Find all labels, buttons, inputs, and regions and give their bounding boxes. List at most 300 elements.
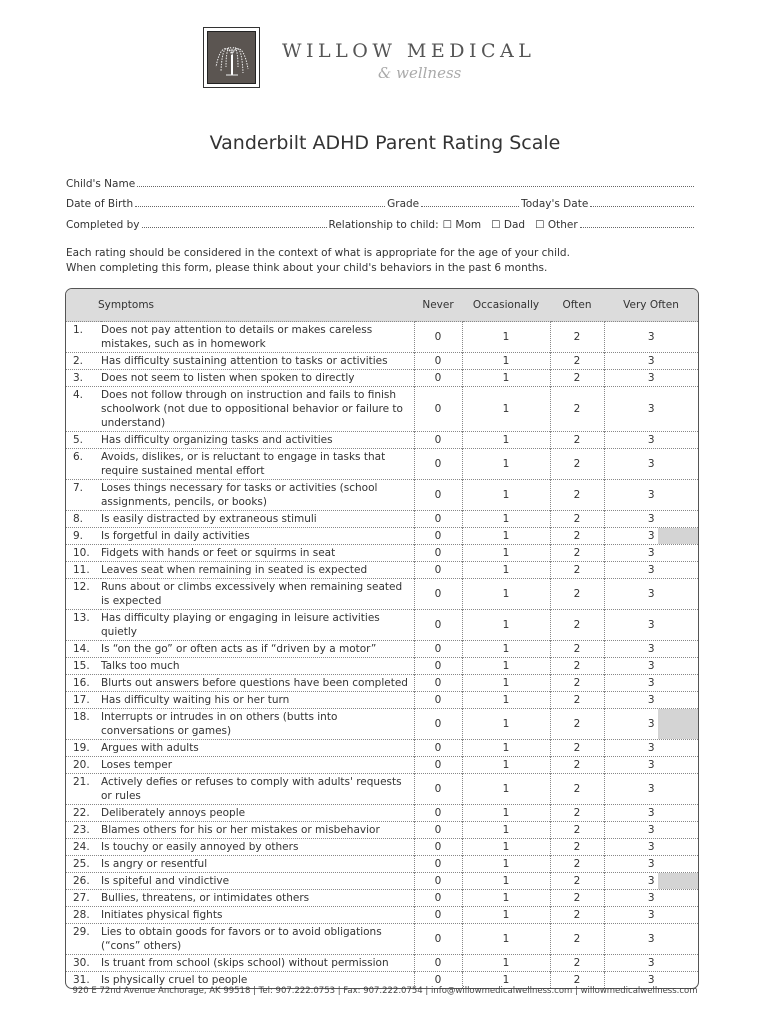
mom-checkbox[interactable]: ☐ Mom — [442, 219, 482, 231]
rating-value: 2 — [573, 489, 581, 501]
rating-occasionally-option[interactable] — [462, 955, 550, 972]
symptom-number: 26. — [66, 873, 101, 890]
rating-very-often-option[interactable] — [604, 692, 698, 709]
rating-value: 3 — [647, 694, 655, 706]
dob-row — [66, 198, 696, 210]
rating-value: 1 — [502, 974, 510, 986]
symptom-text: Loses things necessary for tasks or activities (school assignments, pencils, or books) — [101, 480, 414, 511]
rating-occasionally-option[interactable] — [462, 610, 550, 641]
rating-value: 3 — [647, 783, 655, 795]
rating-often-option[interactable] — [550, 353, 604, 370]
completed-by-line[interactable] — [142, 219, 327, 228]
rating-occasionally-option[interactable] — [462, 774, 550, 805]
footer-contact: 920 E 72nd Avenue Anchorage, AK 99518 | Tel: 907.222.0753 | Fax: 907.222.0754 | info@willowmedicalwellness.com | willowmedicalwellness.com — [72, 986, 698, 996]
symptom-text: Lies to obtain goods for favors or to avoid obligations (“cons” others) — [101, 924, 414, 955]
rating-value: 0 — [434, 742, 442, 754]
rating-never-option[interactable] — [414, 839, 462, 856]
symptom-number: 13. — [66, 610, 101, 641]
rating-value: 2 — [573, 718, 581, 730]
table-row — [66, 387, 698, 432]
symptom-text: Blames others for his or her mistakes or misbehavior — [101, 822, 414, 839]
rating-occasionally-option[interactable] — [462, 480, 550, 511]
rating-never-option[interactable] — [414, 924, 462, 955]
highlight-box — [658, 528, 698, 544]
other-label: Other — [547, 219, 578, 231]
rating-value: 3 — [647, 742, 655, 754]
rating-value: 0 — [434, 677, 442, 689]
table-row — [66, 873, 698, 890]
table-row — [66, 924, 698, 955]
other-checkbox[interactable]: ☐ Other — [535, 219, 578, 231]
symptom-number: 14. — [66, 641, 101, 658]
rating-value: 3 — [647, 643, 655, 655]
rating-very-often-option[interactable] — [604, 709, 698, 740]
rating-occasionally-option[interactable] — [462, 370, 550, 387]
rating-value: 2 — [573, 892, 581, 904]
rating-value: 2 — [573, 434, 581, 446]
rating-never-option[interactable] — [414, 658, 462, 675]
rating-very-often-option[interactable] — [604, 432, 698, 449]
rating-value: 3 — [647, 619, 655, 631]
rating-very-often-option[interactable] — [604, 955, 698, 972]
grade-label: Grade — [387, 198, 420, 210]
table-row — [66, 822, 698, 839]
rating-value: 2 — [573, 694, 581, 706]
rating-often-option[interactable] — [550, 873, 604, 890]
completed-by-row — [66, 219, 696, 231]
symptom-number: 28. — [66, 907, 101, 924]
symptom-text: Has difficulty playing or engaging in leisure activities quietly — [101, 610, 414, 641]
completed-by-label: Completed by — [66, 219, 140, 231]
rating-never-option[interactable] — [414, 322, 462, 353]
table-header — [66, 289, 698, 322]
rating-never-option[interactable] — [414, 579, 462, 610]
rating-occasionally-option[interactable] — [462, 545, 550, 562]
header-occasionally: Occasionally — [462, 289, 550, 322]
rating-very-often-option[interactable] — [604, 528, 698, 545]
rating-value: 0 — [434, 807, 442, 819]
header-often: Often — [550, 289, 604, 322]
table-row — [66, 658, 698, 675]
symptom-number: 5. — [66, 432, 101, 449]
table-row — [66, 432, 698, 449]
rating-value: 3 — [647, 530, 655, 542]
rating-often-option[interactable] — [550, 709, 604, 740]
rating-value: 3 — [647, 677, 655, 689]
symptom-number: 6. — [66, 449, 101, 480]
symptom-text: Has difficulty organizing tasks and activities — [101, 432, 414, 449]
rating-value: 0 — [434, 892, 442, 904]
table-row — [66, 353, 698, 370]
rating-very-often-option[interactable] — [604, 545, 698, 562]
rating-never-option[interactable] — [414, 709, 462, 740]
rating-value: 1 — [502, 458, 510, 470]
rating-very-often-option[interactable] — [604, 890, 698, 907]
rating-value: 2 — [573, 403, 581, 415]
rating-very-often-option[interactable] — [604, 757, 698, 774]
rating-value: 2 — [573, 619, 581, 631]
symptom-text: Argues with adults — [101, 740, 414, 757]
other-line[interactable] — [580, 219, 694, 228]
table-row — [66, 890, 698, 907]
rating-often-option[interactable] — [550, 387, 604, 432]
rating-never-option[interactable] — [414, 610, 462, 641]
table-row — [66, 579, 698, 610]
rating-value: 1 — [502, 824, 510, 836]
symptom-text: Has difficulty sustaining attention to tasks or activities — [101, 353, 414, 370]
rating-value: 1 — [502, 660, 510, 672]
rating-never-option[interactable] — [414, 545, 462, 562]
symptom-number: 2. — [66, 353, 101, 370]
rating-very-often-option[interactable] — [604, 740, 698, 757]
rating-very-often-option[interactable] — [604, 641, 698, 658]
rating-value: 1 — [502, 513, 510, 525]
rating-value: 2 — [573, 742, 581, 754]
table-row — [66, 641, 698, 658]
rating-value: 1 — [502, 841, 510, 853]
rating-very-often-option[interactable] — [604, 562, 698, 579]
rating-value: 1 — [502, 677, 510, 689]
rating-often-option[interactable] — [550, 511, 604, 528]
dob-label: Date of Birth — [66, 198, 134, 210]
highlight-box — [658, 873, 698, 889]
symptom-text: Initiates physical fights — [101, 907, 414, 924]
rating-value: 0 — [434, 783, 442, 795]
rating-value: 0 — [434, 841, 442, 853]
dad-label: Dad — [503, 219, 526, 231]
symptom-text: Talks too much — [101, 658, 414, 675]
rating-never-option[interactable] — [414, 890, 462, 907]
symptom-number: 9. — [66, 528, 101, 545]
rating-never-option[interactable] — [414, 873, 462, 890]
rating-value: 1 — [502, 858, 510, 870]
rating-occasionally-option[interactable] — [462, 641, 550, 658]
rating-value: 2 — [573, 783, 581, 795]
rating-occasionally-option[interactable] — [462, 805, 550, 822]
rating-value: 0 — [434, 909, 442, 921]
symptom-number: 16. — [66, 675, 101, 692]
rating-occasionally-option[interactable] — [462, 432, 550, 449]
rating-often-option[interactable] — [550, 610, 604, 641]
symptom-text: Is forgetful in daily activities — [101, 528, 414, 545]
rating-often-option[interactable] — [550, 740, 604, 757]
table-row — [66, 757, 698, 774]
rating-occasionally-option[interactable] — [462, 907, 550, 924]
table-row — [66, 907, 698, 924]
rating-occasionally-option[interactable] — [462, 562, 550, 579]
rating-occasionally-option[interactable] — [462, 528, 550, 545]
rating-value: 1 — [502, 355, 510, 367]
symptom-number: 4. — [66, 387, 101, 432]
rating-value: 0 — [434, 759, 442, 771]
rating-never-option[interactable] — [414, 907, 462, 924]
rating-value: 2 — [573, 513, 581, 525]
rating-value: 2 — [573, 933, 581, 945]
rating-often-option[interactable] — [550, 545, 604, 562]
rating-value: 0 — [434, 403, 442, 415]
rating-value: 3 — [647, 355, 655, 367]
rating-occasionally-option[interactable] — [462, 873, 550, 890]
rating-never-option[interactable] — [414, 774, 462, 805]
rating-value: 3 — [647, 403, 655, 415]
rating-value: 0 — [434, 974, 442, 986]
rating-very-often-option[interactable] — [604, 907, 698, 924]
symptom-text: Does not seem to listen when spoken to directly — [101, 370, 414, 387]
rating-value: 2 — [573, 643, 581, 655]
rating-value: 0 — [434, 718, 442, 730]
highlight-box — [658, 709, 698, 739]
dad-checkbox[interactable]: ☐ Dad — [491, 219, 526, 231]
rating-very-often-option[interactable] — [604, 658, 698, 675]
rating-never-option[interactable] — [414, 757, 462, 774]
table-row — [66, 774, 698, 805]
rating-often-option[interactable] — [550, 890, 604, 907]
symptom-text: Is angry or resentful — [101, 856, 414, 873]
rating-occasionally-option[interactable] — [462, 757, 550, 774]
rating-often-option[interactable] — [550, 480, 604, 511]
rating-value: 2 — [573, 588, 581, 600]
rating-value: 0 — [434, 355, 442, 367]
rating-very-often-option[interactable] — [604, 370, 698, 387]
rating-often-option[interactable] — [550, 856, 604, 873]
rating-occasionally-option[interactable] — [462, 924, 550, 955]
mom-label: Mom — [455, 219, 482, 231]
rating-often-option[interactable] — [550, 579, 604, 610]
rating-never-option[interactable] — [414, 955, 462, 972]
rating-often-option[interactable] — [550, 955, 604, 972]
rating-never-option[interactable] — [414, 562, 462, 579]
rating-often-option[interactable] — [550, 822, 604, 839]
rating-value: 3 — [647, 892, 655, 904]
rating-value: 1 — [502, 588, 510, 600]
symptom-number: 20. — [66, 757, 101, 774]
rating-never-option[interactable] — [414, 641, 462, 658]
rating-occasionally-option[interactable] — [462, 658, 550, 675]
symptom-number: 21. — [66, 774, 101, 805]
symptom-text: Runs about or climbs excessively when remaining seated is expected — [101, 579, 414, 610]
table-row — [66, 480, 698, 511]
rating-very-often-option[interactable] — [604, 822, 698, 839]
rating-value: 3 — [647, 434, 655, 446]
rating-value: 2 — [573, 807, 581, 819]
rating-value: 1 — [502, 489, 510, 501]
rating-occasionally-option[interactable] — [462, 709, 550, 740]
rating-value: 0 — [434, 489, 442, 501]
rating-value: 0 — [434, 957, 442, 969]
symptom-text: Is “on the go” or often acts as if “driven by a motor” — [101, 641, 414, 658]
symptom-number: 19. — [66, 740, 101, 757]
rating-often-option[interactable] — [550, 757, 604, 774]
rating-never-option[interactable] — [414, 856, 462, 873]
rating-value: 2 — [573, 875, 581, 887]
rating-value: 3 — [647, 588, 655, 600]
rating-very-often-option[interactable] — [604, 774, 698, 805]
rating-occasionally-option[interactable] — [462, 511, 550, 528]
rating-never-option[interactable] — [414, 675, 462, 692]
rating-often-option[interactable] — [550, 805, 604, 822]
symptom-text: Blurts out answers before questions have been completed — [101, 675, 414, 692]
rating-value: 2 — [573, 331, 581, 343]
rating-occasionally-option[interactable] — [462, 692, 550, 709]
rating-never-option[interactable] — [414, 805, 462, 822]
rating-never-option[interactable] — [414, 370, 462, 387]
rating-value: 2 — [573, 547, 581, 559]
header-symptoms: Symptoms — [66, 289, 414, 322]
rating-often-option[interactable] — [550, 839, 604, 856]
rating-value: 2 — [573, 564, 581, 576]
rating-value: 2 — [573, 759, 581, 771]
rating-value: 3 — [647, 372, 655, 384]
rating-never-option[interactable] — [414, 480, 462, 511]
symptom-text: Is spiteful and vindictive — [101, 873, 414, 890]
page-title: Vanderbilt ADHD Parent Rating Scale — [209, 132, 561, 154]
symptom-number: 15. — [66, 658, 101, 675]
rating-value: 2 — [573, 372, 581, 384]
rating-often-option[interactable] — [550, 924, 604, 955]
table-row — [66, 528, 698, 545]
rating-very-often-option[interactable] — [604, 353, 698, 370]
rating-often-option[interactable] — [550, 658, 604, 675]
rating-never-option[interactable] — [414, 740, 462, 757]
rating-very-often-option[interactable] — [604, 610, 698, 641]
symptom-number: 24. — [66, 839, 101, 856]
rating-occasionally-option[interactable] — [462, 856, 550, 873]
symptom-number: 7. — [66, 480, 101, 511]
rating-value: 0 — [434, 588, 442, 600]
symptom-number: 3. — [66, 370, 101, 387]
rating-never-option[interactable] — [414, 353, 462, 370]
rating-often-option[interactable] — [550, 907, 604, 924]
rating-never-option[interactable] — [414, 432, 462, 449]
rating-occasionally-option[interactable] — [462, 822, 550, 839]
rating-occasionally-option[interactable] — [462, 740, 550, 757]
symptom-text: Does not follow through on instruction and fails to finish schoolwork (not due to oppositional behavior or failure to understand) — [101, 387, 414, 432]
rating-value: 2 — [573, 677, 581, 689]
rating-value: 1 — [502, 807, 510, 819]
rating-value: 1 — [502, 759, 510, 771]
rating-often-option[interactable] — [550, 370, 604, 387]
rating-value: 0 — [434, 858, 442, 870]
child-name-line[interactable] — [137, 178, 694, 187]
rating-never-option[interactable] — [414, 387, 462, 432]
rating-value: 2 — [573, 858, 581, 870]
rating-value: 1 — [502, 783, 510, 795]
rating-value: 3 — [647, 841, 655, 853]
rating-very-often-option[interactable] — [604, 856, 698, 873]
child-name-field[interactable] — [66, 178, 696, 190]
rating-value: 3 — [647, 547, 655, 559]
rating-very-often-option[interactable] — [604, 805, 698, 822]
rating-occasionally-option[interactable] — [462, 387, 550, 432]
rating-never-option[interactable] — [414, 528, 462, 545]
rating-value: 0 — [434, 643, 442, 655]
rating-very-often-option[interactable] — [604, 924, 698, 955]
rating-often-option[interactable] — [550, 774, 604, 805]
grade-line[interactable] — [421, 198, 519, 207]
rating-value: 3 — [647, 564, 655, 576]
symptom-number: 1. — [66, 322, 101, 353]
rating-very-often-option[interactable] — [604, 322, 698, 353]
symptom-number: 30. — [66, 955, 101, 972]
symptom-number: 23. — [66, 822, 101, 839]
today-date-label: Today's Date — [521, 198, 589, 210]
rating-never-option[interactable] — [414, 511, 462, 528]
rating-value: 3 — [647, 513, 655, 525]
rating-often-option[interactable] — [550, 432, 604, 449]
symptom-number: 8. — [66, 511, 101, 528]
rating-occasionally-option[interactable] — [462, 353, 550, 370]
table-row — [66, 955, 698, 972]
rating-value: 1 — [502, 331, 510, 343]
rating-occasionally-option[interactable] — [462, 890, 550, 907]
rating-value: 2 — [573, 660, 581, 672]
rating-value: 1 — [502, 694, 510, 706]
rating-value: 1 — [502, 742, 510, 754]
relationship-label: Relationship to child: — [328, 219, 439, 231]
rating-value: 2 — [573, 355, 581, 367]
rating-value: 0 — [434, 660, 442, 672]
symptom-number: 18. — [66, 709, 101, 740]
rating-very-often-option[interactable] — [604, 480, 698, 511]
rating-occasionally-option[interactable] — [462, 449, 550, 480]
rating-very-often-option[interactable] — [604, 675, 698, 692]
rating-very-often-option[interactable] — [604, 873, 698, 890]
rating-value: 1 — [502, 619, 510, 631]
rating-value: 1 — [502, 957, 510, 969]
rating-very-often-option[interactable] — [604, 839, 698, 856]
rating-occasionally-option[interactable] — [462, 579, 550, 610]
symptom-text: Deliberately annoys people — [101, 805, 414, 822]
symptom-text: Is touchy or easily annoyed by others — [101, 839, 414, 856]
rating-table — [65, 288, 699, 989]
rating-value: 1 — [502, 564, 510, 576]
willow-tree-icon — [207, 31, 256, 84]
rating-value: 0 — [434, 372, 442, 384]
rating-often-option[interactable] — [550, 528, 604, 545]
rating-often-option[interactable] — [550, 562, 604, 579]
rating-never-option[interactable] — [414, 692, 462, 709]
rating-value: 3 — [647, 875, 655, 887]
rating-value: 0 — [434, 933, 442, 945]
rating-often-option[interactable] — [550, 675, 604, 692]
rating-often-option[interactable] — [550, 641, 604, 658]
rating-never-option[interactable] — [414, 822, 462, 839]
rating-very-often-option[interactable] — [604, 449, 698, 480]
rating-very-often-option[interactable] — [604, 387, 698, 432]
rating-often-option[interactable] — [550, 692, 604, 709]
today-date-line[interactable] — [590, 198, 694, 207]
rating-value: 3 — [647, 957, 655, 969]
rating-occasionally-option[interactable] — [462, 675, 550, 692]
table-row — [66, 805, 698, 822]
rating-very-often-option[interactable] — [604, 511, 698, 528]
rating-value: 2 — [573, 458, 581, 470]
rating-value: 3 — [647, 909, 655, 921]
rating-never-option[interactable] — [414, 449, 462, 480]
rating-occasionally-option[interactable] — [462, 322, 550, 353]
rating-value: 0 — [434, 564, 442, 576]
dob-line[interactable] — [135, 198, 385, 207]
rating-occasionally-option[interactable] — [462, 839, 550, 856]
rating-often-option[interactable] — [550, 322, 604, 353]
symptom-text: Avoids, dislikes, or is reluctant to engage in tasks that require sustained mental effort — [101, 449, 414, 480]
rating-value: 0 — [434, 619, 442, 631]
rating-value: 3 — [647, 807, 655, 819]
symptom-number: 11. — [66, 562, 101, 579]
rating-value: 2 — [573, 957, 581, 969]
rating-often-option[interactable] — [550, 449, 604, 480]
rating-very-often-option[interactable] — [604, 579, 698, 610]
